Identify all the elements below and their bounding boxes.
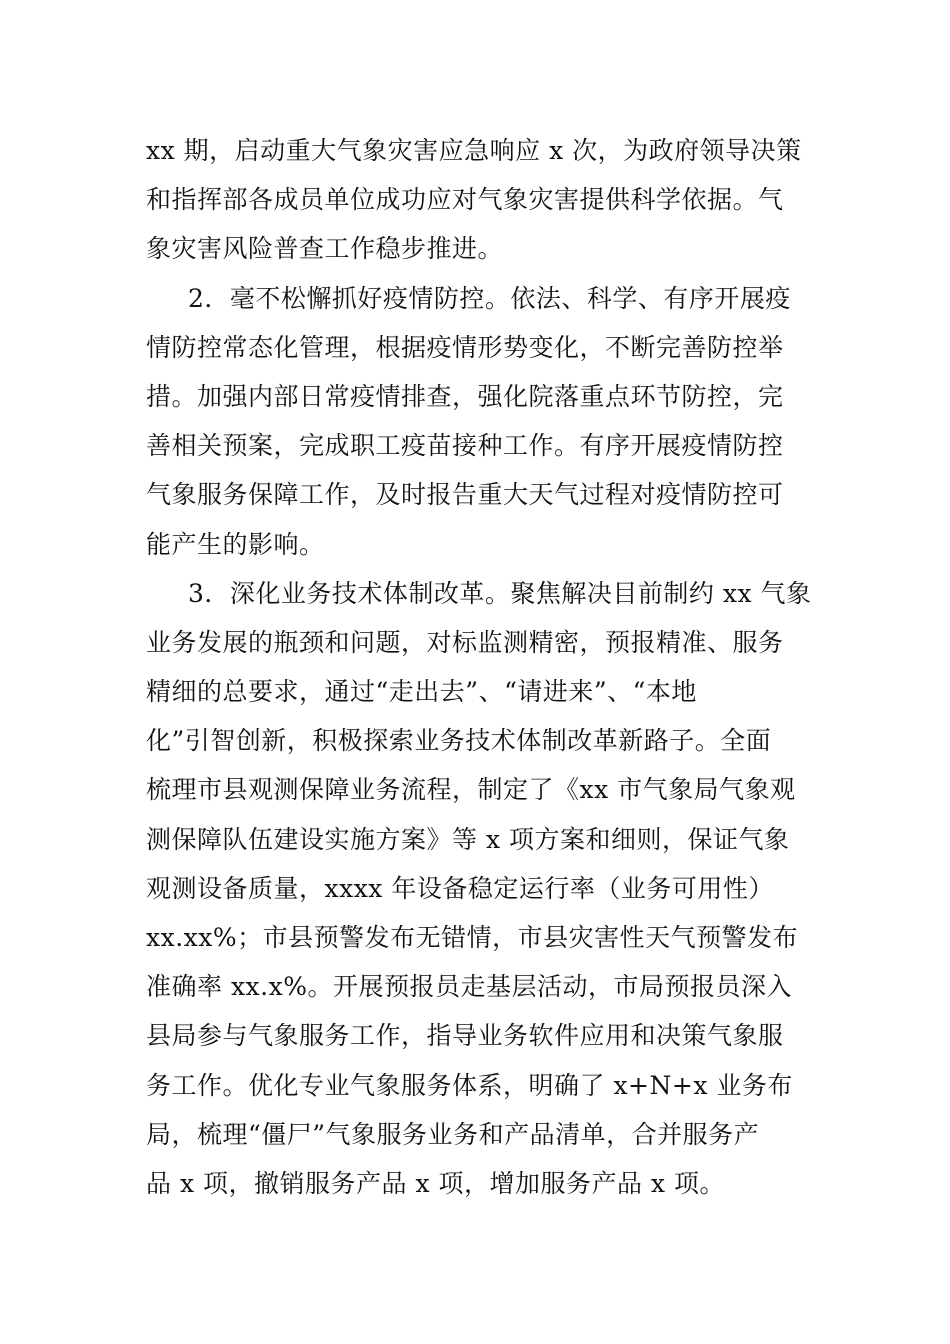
paragraph-line: xx.xx%；市县预警发布无错情，市县灾害性天气预警发布 — [146, 923, 799, 952]
paragraph-line: 善相关预案，完成职工疫苗接种工作。有序开展疫情防控 — [146, 431, 784, 461]
paragraph-line: 3．深化业务技术体制改革。聚焦解决目前制约 xx 气象 — [188, 578, 812, 608]
paragraph-line: 县局参与气象服务工作，指导业务软件应用和决策气象服 — [146, 1021, 784, 1051]
paragraph-line: 和指挥部各成员单位成功应对气象灾害提供科学依据。气 — [146, 185, 784, 215]
paragraph-line: 准确率 xx.x%。开展预报员走基层活动，市局预报员深入 — [146, 972, 792, 1002]
paragraph-line: 情防控常态化管理，根据疫情形势变化，不断完善防控举 — [146, 332, 784, 362]
paragraph-line: 观测设备质量，xxxx 年设备稳定运行率（业务可用性） — [146, 873, 774, 903]
document-body — [146, 126, 816, 1208]
paragraph-3 — [146, 569, 816, 1208]
paragraph-1 — [146, 126, 816, 274]
paragraph-line: 气象服务保障工作，及时报告重大天气过程对疫情防控可 — [146, 480, 784, 510]
paragraph-line: 局，梳理“僵尸”气象服务业务和产品清单，合并服务产 — [146, 1119, 760, 1149]
paragraph-line: 品 x 项，撤销服务产品 x 项，增加服务产品 x 项。 — [146, 1168, 725, 1198]
paragraph-line: 措。加强内部日常疫情排查，强化院落重点环节防控，完 — [146, 381, 784, 411]
paragraph-line: xx 期，启动重大气象灾害应急响应 x 次，为政府领导决策 — [146, 136, 802, 165]
paragraph-line: 梳理市县观测保障业务流程，制定了《xx 市气象局气象观 — [146, 775, 796, 805]
paragraph-line: 2．毫不松懈抓好疫情防控。依法、科学、有序开展疫 — [188, 283, 791, 313]
paragraph-2 — [146, 274, 816, 569]
paragraph-line: 化”引智创新，积极探索业务技术体制改革新路子。全面 — [146, 726, 772, 756]
paragraph-line: 业务发展的瓶颈和问题，对标监测精密，预报精准、服务 — [146, 627, 784, 657]
paragraph-line: 测保障队伍建设实施方案》等 x 项方案和细则，保证气象 — [146, 824, 790, 854]
paragraph-line: 能产生的影响。 — [146, 529, 325, 559]
paragraph-line: 精细的总要求，通过“走出去”、“请进来”、“本地 — [146, 677, 697, 707]
paragraph-line: 象灾害风险普查工作稳步推进。 — [146, 234, 504, 264]
paragraph-line: 务工作。优化专业气象服务体系，明确了 x+N+x 业务布 — [146, 1070, 793, 1100]
